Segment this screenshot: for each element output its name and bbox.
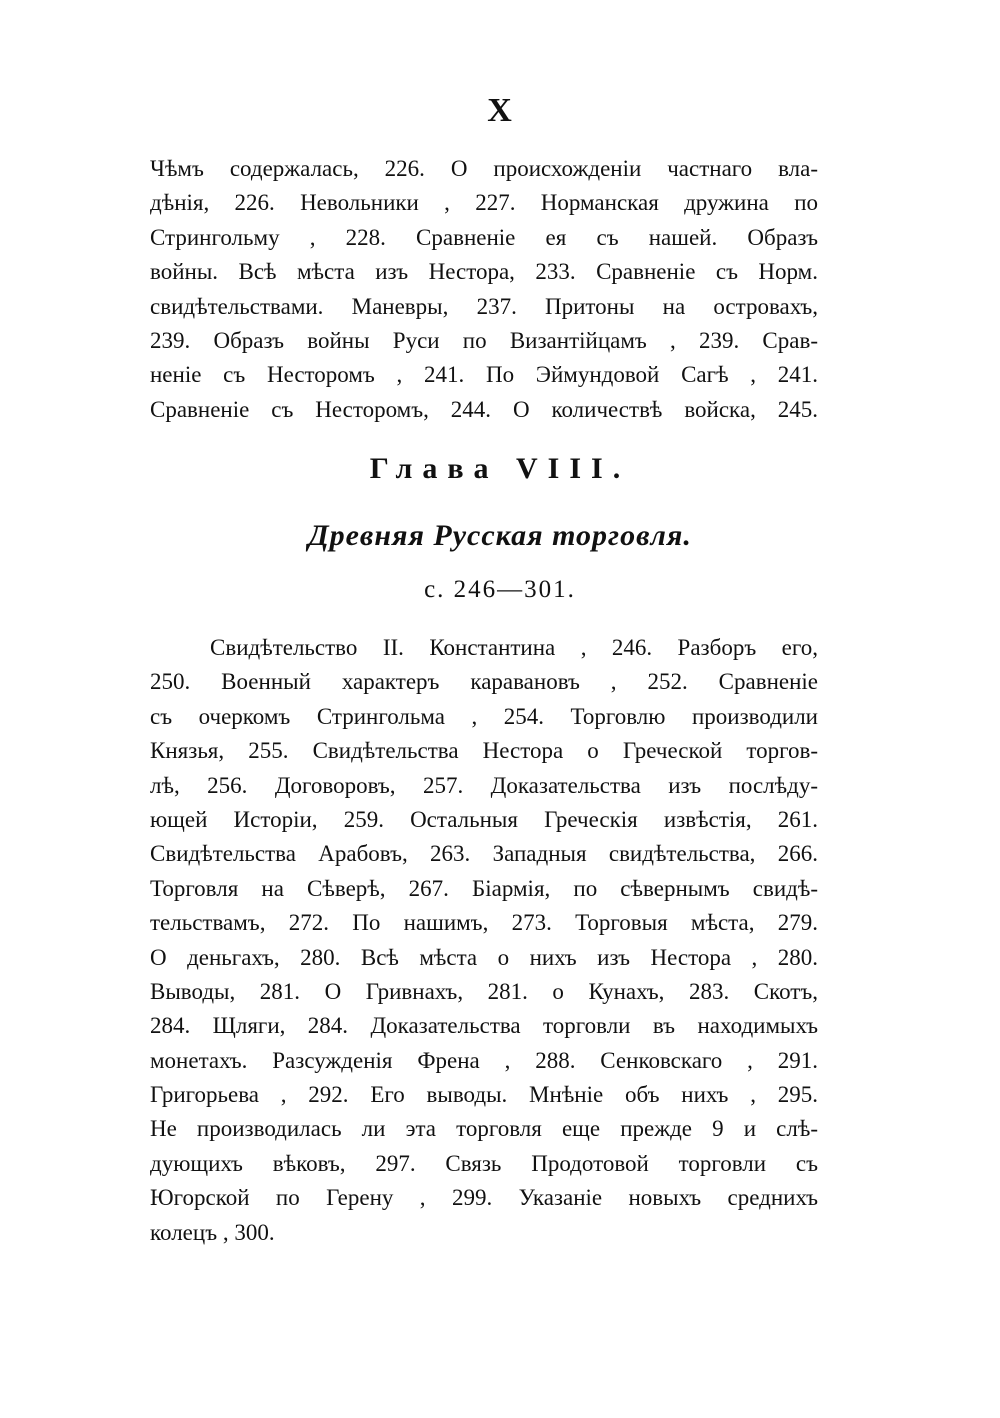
text-line: Князья, 255. Свидѣтельства Нестора о Греческой торгов- (150, 738, 818, 764)
text-line: О деньгахъ, 280. Всѣ мѣста о нихъ изъ Нестора , 280. (150, 944, 818, 970)
page-number: X (487, 92, 513, 129)
text-line: съ очеркомъ Стрингольма , 254. Торговлю производили (150, 703, 818, 729)
text-line: дѣнія, 226. Невольники , 227. Норманская дружина по (150, 190, 818, 216)
text-line: Стрингольму , 228. Сравненіе ея съ нашей. Образъ (150, 224, 818, 250)
text-line: колецъ , 300. (150, 1219, 275, 1245)
text-line: ющей Исторіи, 259. Остальныя Греческія извѣстія, 261. (150, 806, 818, 832)
text-line: 250. Военный характеръ каравановъ , 252. Сравненіе (150, 669, 818, 695)
text-line: Торговля на Сѣверѣ, 267. Біармія, по сѣвернымъ свидѣ- (150, 875, 818, 901)
text-line: 239. Образъ войны Руси по Византійцамъ , 239. Срав- (150, 327, 818, 353)
text-line: Не производилась ли эта торговля еще прежде 9 и слѣ- (150, 1116, 818, 1142)
text-line: тельствамъ, 272. По нашимъ, 273. Торговыя мѣста, 279. (150, 910, 818, 936)
text-line: войны. Всѣ мѣста изъ Нестора, 233. Сравненіе съ Норм. (150, 259, 818, 285)
text-line: свидѣтельствами. Маневры, 237. Притоны на островахъ, (150, 293, 818, 319)
text-line: Свидѣтельство II. Константина , 246. Разборъ его, (210, 635, 818, 660)
text-line: Чѣмъ содержалась, 226. О происхожденіи частнаго вла- (150, 156, 818, 181)
text-line: дующихъ вѣковъ, 297. Связь Продотовой торговли съ (150, 1150, 818, 1176)
text-line: неніе съ Несторомъ , 241. По Эймундовой Сагѣ , 241. (150, 362, 818, 388)
chapter-contents (150, 631, 818, 1250)
chapter-subtitle: Древняя Русская торговля. (308, 519, 692, 552)
previous-chapter-contents (150, 152, 818, 427)
chapter-heading: Глава VIII. (369, 452, 631, 485)
text-line: Сравненіе съ Несторомъ, 244. О количествѣ войска, 245. (150, 396, 818, 422)
text-line: Югорской по Герену , 299. Указаніе новыхъ среднихъ (150, 1185, 818, 1211)
text-line: Григорьева , 292. Его выводы. Мнѣніе объ нихъ , 295. (150, 1082, 818, 1108)
text-line: Свидѣтельства Арабовъ, 263. Западныя свидѣтельства, 266. (150, 841, 818, 867)
chapter-page-range: с. 246—301. (424, 576, 576, 603)
text-line: лѣ, 256. Договоровъ, 257. Доказательства изъ послѣду- (150, 772, 818, 798)
text-line: 284. Щляги, 284. Доказательства торговли въ находимыхъ (150, 1013, 818, 1039)
text-line: Выводы, 281. О Гривнахъ, 281. о Кунахъ, 283. Скотъ, (150, 978, 818, 1004)
text-line: монетахъ. Разсужденія Френа , 288. Сенковскаго , 291. (150, 1047, 818, 1073)
